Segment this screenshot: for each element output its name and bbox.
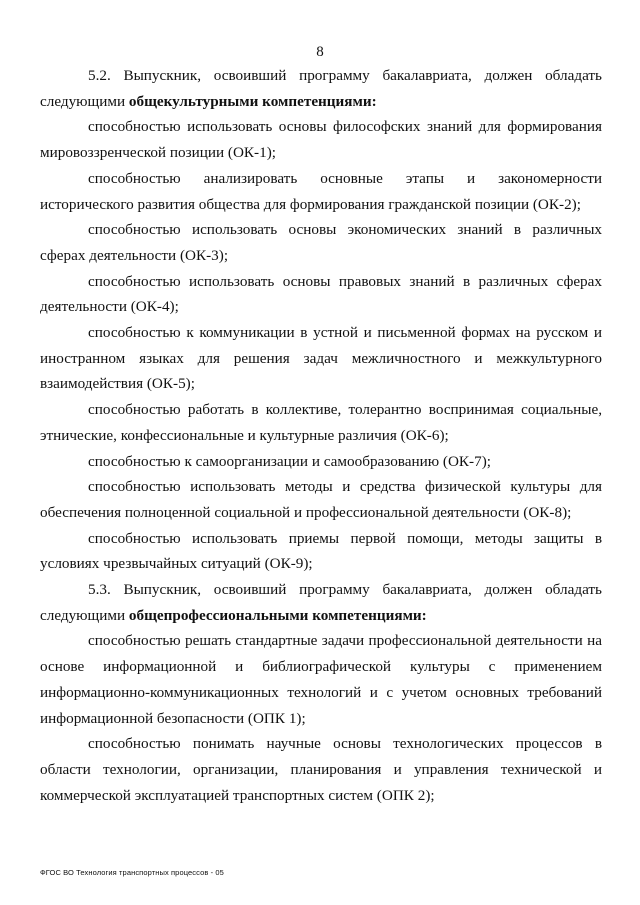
section-5-2-intro (40, 63, 602, 114)
competency-opk-1: способностью решать стандартные задачи профессиональной деятельности на основе информационной и библиографической культуры с применением информационно-коммуникационных технологий и с учетом основных требований информационной безопасности (ОПК 1); (40, 632, 602, 727)
competency-ok-9: способностью использовать приемы первой помощи, методы защиты в условиях чрезвычайных ситуаций (ОК-9); (40, 529, 602, 573)
footer-text: ФГОС ВО Технология транспортных процессов - 05 (40, 868, 224, 877)
competency-ok-8: способностью использовать методы и средства физической культуры для обеспечения полноценной социальной и профессиональной деятельности (ОК-8); (40, 478, 602, 521)
section-5-3-intro (40, 577, 602, 628)
competency-ok-1: способностью использовать основы философских знаний для формирования мировоззренческой позиции (ОК-1); (40, 118, 602, 162)
competency-opk-2: способностью понимать научные основы технологических процессов в области технологии, организации, планирования и управления технической и коммерческой эксплуатацией транспортных систем (ОПК 2); (40, 735, 602, 804)
competency-ok-3: способностью использовать основы экономических знаний в различных сферах деятельности (ОК-3); (40, 221, 602, 264)
competency-ok-7: способностью к самоорганизации и самообразованию (ОК-7); (88, 452, 491, 470)
competency-ok-4: способностью использовать основы правовых знаний в различных сферах деятельности (ОК-4); (40, 272, 602, 316)
page-number: 8 (316, 44, 324, 60)
section-5-3-intro-text: 5.3. Выпускник, освоивший программу бакалавриата, должен обладать следующими (40, 581, 602, 624)
competency-ok-2: способностью анализировать основные этапы и закономерности исторического развития общества для формирования гражданской позиции (ОК-2); (40, 169, 602, 213)
competency-ok-5: способностью к коммуникации в устной и письменной формах на русском и иностранном языках для решения задач межличностного и межкультурного взаимодействия (ОК-5); (40, 324, 602, 393)
competency-ok-6: способностью работать в коллективе, толерантно воспринимая социальные, этнические, конфессиональные и культурные различия (ОК-6); (40, 401, 602, 444)
section-5-2-intro-bold: общекультурными компетенциями: (128, 92, 377, 110)
document-body (40, 63, 602, 808)
section-5-2-intro-text: 5.2. Выпускник, освоивший программу бакалавриата, должен обладать следующими (40, 67, 602, 110)
section-5-3-intro-bold: общепрофессиональными компетенциями: (128, 606, 427, 624)
